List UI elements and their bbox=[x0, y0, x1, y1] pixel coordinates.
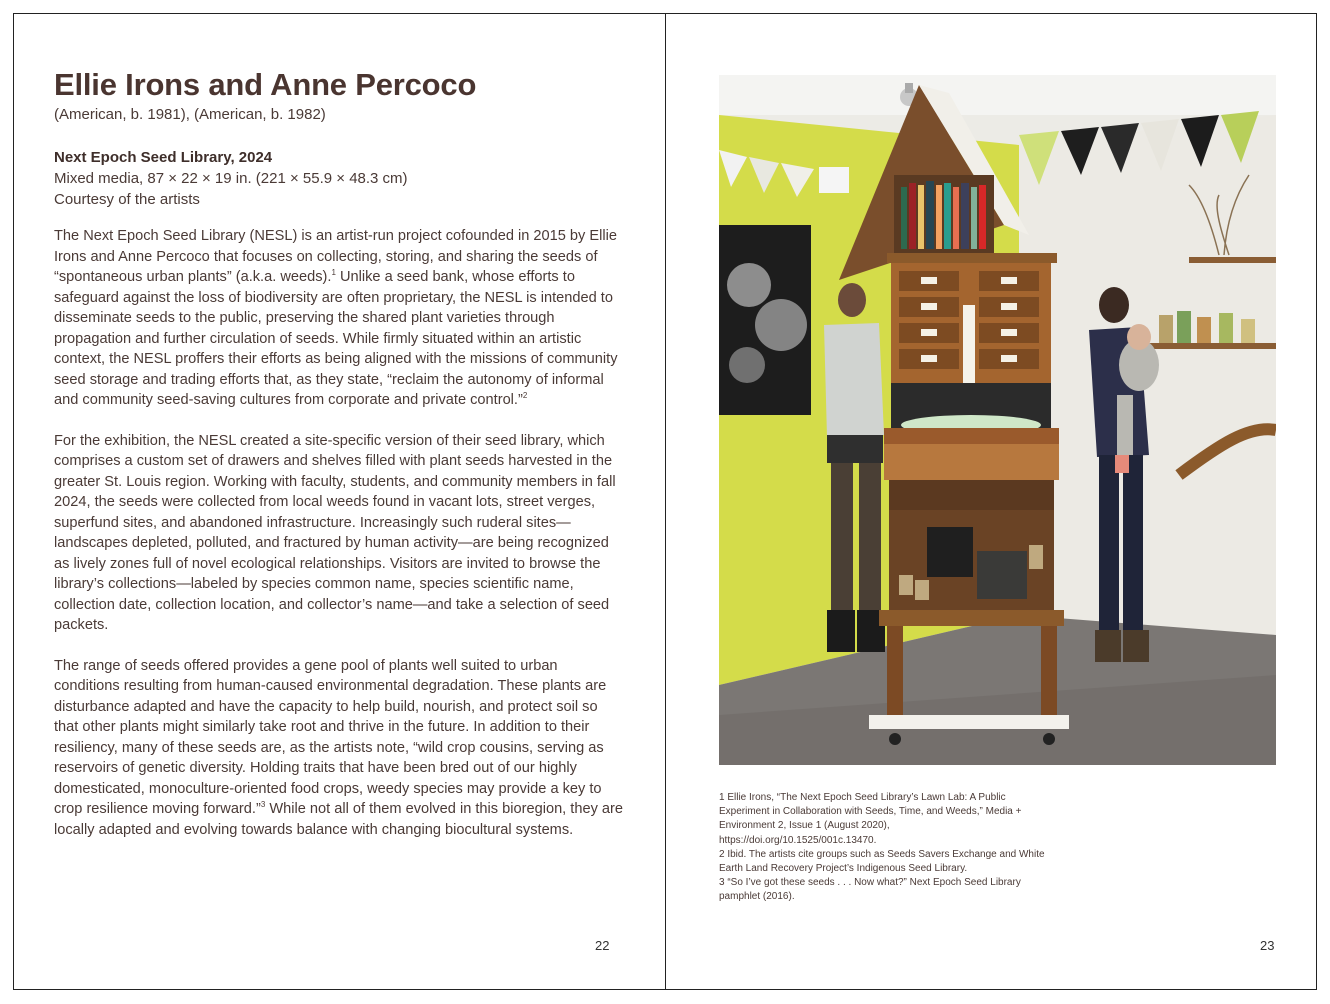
paragraph-3-text-b: While not all of them evolved in this bioregion, they are locally adapted and evolving towards balance with changing biocultural systems. bbox=[54, 801, 624, 838]
page-number-right: 23 bbox=[1260, 938, 1275, 953]
footnotes bbox=[719, 791, 1049, 905]
book-spread bbox=[13, 13, 1317, 990]
footnote-3: 3 “So I’ve got these seeds . . . Now what?” Next Epoch Seed Library pamphlet (2016). bbox=[719, 877, 1021, 903]
footnote-1: 1 Ellie Irons, “The Next Epoch Seed Library’s Lawn Lab: A Public Experiment in Collaboration with Seeds, Time, and Weeds,” Media + Environment 2, Issue 1 (August 2020), https://doi.org/10.1525/001c.13470. bbox=[719, 792, 1022, 846]
work-title: Next Epoch Seed Library, 2024 bbox=[54, 149, 273, 166]
work-medium: Mixed media, 87 × 22 × 19 in. (221 × 55.9 × 48.3 cm) bbox=[54, 170, 408, 187]
artist-nationality: (American, b. 1981), (American, b. 1982) bbox=[54, 106, 326, 123]
work-credit: Courtesy of the artists bbox=[54, 191, 200, 208]
page-gutter bbox=[665, 14, 666, 989]
seed-library-photo-illustration bbox=[719, 75, 1276, 765]
footnote-ref-3: 3 bbox=[260, 800, 266, 810]
page-number-left: 22 bbox=[595, 938, 610, 953]
footnote-ref-2: 2 bbox=[522, 391, 528, 401]
body-paragraph-1 bbox=[54, 226, 624, 411]
paragraph-1-text-b: Unlike a seed bank, whose efforts to safeguard against the loss of biodiversity are often proprietary, the NESL is intended to disseminate seeds to the public, preserving the shared plant varieties through propagation and further circulation of seeds. While firmly situated within an artistic context, the NESL proffers their efforts as being aligned with the missions of community seed storage and trading efforts that, as they state, “reclaim the autonomy of informal and community seed-saving cultures from corporate and private control.” bbox=[54, 269, 618, 408]
footnote-2: 2 Ibid. The artists cite groups such as Seeds Savers Exchange and White Earth Land Recovery Project’s Indigenous Seed Library. bbox=[719, 848, 1045, 875]
body-paragraph-3 bbox=[54, 656, 624, 841]
left-page bbox=[54, 66, 624, 840]
footnote-ref-1: 1 bbox=[331, 268, 336, 278]
artist-heading: Ellie Irons and Anne Percoco bbox=[54, 67, 477, 102]
artwork-photo bbox=[719, 75, 1276, 765]
body-paragraph-2: For the exhibition, the NESL created a site-specific version of their seed library, which comprises a custom set of drawers and shelves filled with plant seeds harvested in the greater St. Louis region. Working with faculty, students, and community members in fall 2024, the seeds were collected from local weeds found in vacant lots, street verges, superfund sites, and abandoned infrastructure. Increasingly such ruderal sites—landscapes depleted, polluted, and fractured by human activity—are being recognized as lively zones full of novel ecological relationships. Visitors are invited to browse the library’s collections—labeled by species common name, species scientific name, collection date, collection location, and collector’s name—and take a selection of seed packets. bbox=[54, 432, 616, 633]
paragraph-3-text: The range of seeds offered provides a gene pool of plants well suited to urban conditions resulting from human-caused environmental degradation. These plants are disturbance adapted and have the capacity to help build, nourish, and protect soil so that other plants might similarly take root and thrive in the future. In addition to their resiliency, many of these seeds are, as the artists note, “wild crop cousins, serving as reservoirs of genetic diversity. Holding traits that have been bred out of our highly domesticated, monoculture-oriented food crops, weedy species may provide a key to crop resilience moving forward.” bbox=[54, 657, 607, 817]
paragraph-1-text: The Next Epoch Seed Library (NESL) is an artist-run project cofounded in 2015 by Ellie Irons and Anne Percoco that focuses on collecting, storing, and sharing the seeds of “spontaneous urban plants” (a.k.a. weeds). bbox=[54, 228, 617, 285]
